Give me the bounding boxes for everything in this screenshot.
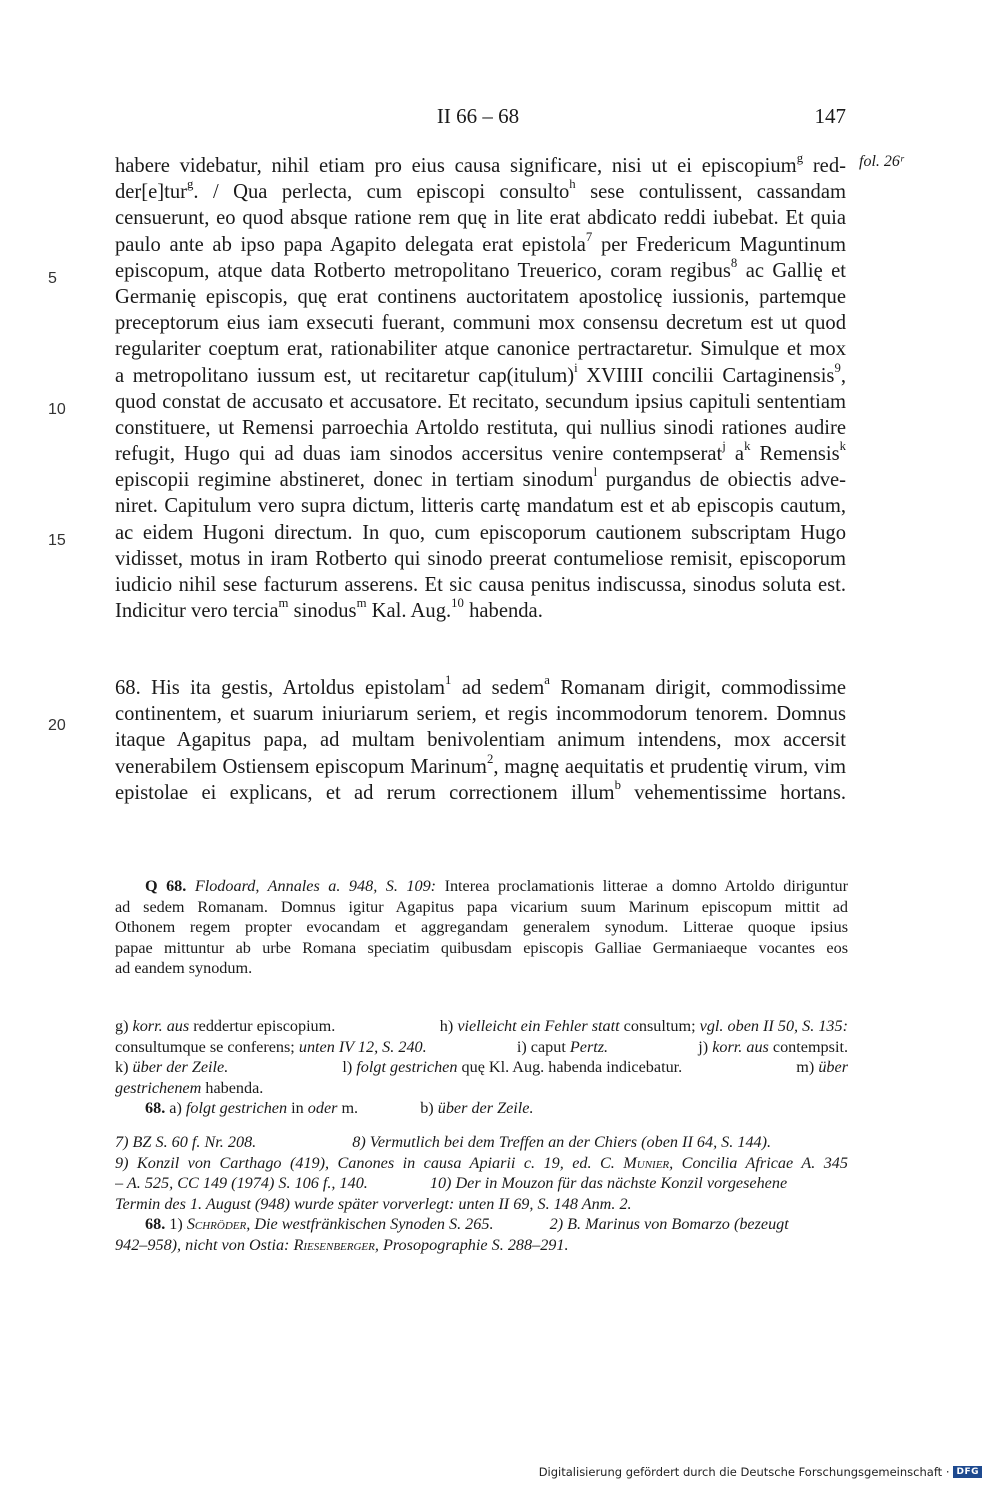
text-line: Indicitur vero tercia$^m$ sinodus$^m$ Kal. Aug.$^{10}$ habenda. bbox=[115, 598, 543, 623]
commentary-line: 942–958), nicht von Ostia: Riesenberger, Prosopographie S. 288–291. bbox=[115, 1235, 569, 1254]
commentary-line: Termin des 1. August (948) wurde später vorverlegt: unten II 69, S. 148 Anm. 2. bbox=[115, 1194, 632, 1213]
apparatus-line: k) über der Zeile. l) folgt gestrichen quę Kl. Aug. habenda indicebatur. m) über bbox=[115, 1058, 848, 1076]
apparatus-line: 68. a) folgt gestrichen in oder m. b) über der Zeile. bbox=[145, 1099, 534, 1117]
text-line: paulo ante ab ipso papa Agapito delegata erat epistola$^7$ per Fredericum Maguntinum bbox=[115, 231, 846, 256]
running-head bbox=[110, 104, 846, 134]
text-line: episcopum, atque data Rotberto metropolitano Treuerico, coram regibus$^8$ ac Gallię et bbox=[115, 257, 846, 282]
line-number-15: 15 bbox=[48, 532, 66, 549]
critical-apparatus bbox=[115, 1016, 848, 1119]
dfg-logo: DFG bbox=[953, 1466, 982, 1478]
text-line: venerabilem Ostiensem episcopum Marinum$^2$, magnę aequitatis et prudentię virum, vim bbox=[115, 753, 846, 778]
text-line: regulariter coeptum erat, rationabiliter atque canonice pertractaretur. Simulque et mox bbox=[115, 338, 846, 361]
text-line: itaque Agapitus papa, ad multam benivolentiam animum intendens, mox accersit bbox=[115, 729, 846, 752]
commentary-line: – A. 525, CC 149 (1974) S. 106 f., 140. 10) Der in Mouzon für das nächste Konzil vorgesehene bbox=[115, 1174, 788, 1192]
source-note-line: Othonem regem propter evocandam et aggregandam generalem synodum. Litterae quoque ipsius bbox=[115, 918, 848, 936]
text-line: der[e]tur$^g$. / Qua perlecta, cum episcopi consulto$^h$ sese contulissent, cassandam bbox=[115, 179, 846, 204]
text-line: ac eidem Hugoni directum. In quo, cum episcoporum cautionem subscriptam Hugo bbox=[115, 521, 846, 544]
text-line: Germanię episcopis, quę erat continens auctoritatem apostolicę iussionis, partemque bbox=[115, 285, 846, 308]
commentary-notes bbox=[115, 1132, 848, 1255]
commentary-line: 68. 1) Schröder, Die westfränkischen Synoden S. 265. 2) B. Marinus von Bomarzo (bezeugt bbox=[145, 1215, 789, 1233]
text-line: niret. Capitulum vero supra dictum, litteris cartę mandatum est et ab episcopis cautum, bbox=[115, 495, 846, 518]
folio-marker: fol. 26ʳ bbox=[859, 153, 904, 170]
apparatus-line: consultumque se conferens; unten IV 12, S. 240. i) caput Pertz. j) korr. aus contempsit. bbox=[115, 1037, 848, 1056]
text-line: censuerunt, eo quod absque ratione rem quę in lite erat abdicato reddi iubebat. Et quia bbox=[115, 207, 846, 230]
text-line: habere videbatur, nihil etiam pro eius causa significare, nisi ut ei episcopium$^g$ red- bbox=[115, 153, 846, 177]
source-note-line: papae mittuntur ab urbe Romana speciatim quibusdam episcopis Galliae Germaniaeque vocantes eos bbox=[115, 938, 848, 957]
apparatus-line: g) korr. aus reddertur episcopium. h) vielleicht ein Fehler statt consultum; vgl. oben II 50, S. 135: bbox=[115, 1017, 848, 1035]
footer-text: Digitalisierung gefördert durch die Deutsche Forschungsgemeinschaft · bbox=[538, 1465, 950, 1479]
text-line: refugit, Hugo qui ad duas iam sinodos accersitus venire contempserat$^j$ $a^k$ Remensis$^k$ bbox=[115, 441, 846, 466]
source-note-line: ad sedem Romanam. Domnus igitur Agapitus papa vicarium suum Marinum episcopum mittit ad bbox=[115, 897, 848, 916]
running-head-section: II 66 – 68 bbox=[436, 104, 520, 128]
chapter-68-text bbox=[115, 675, 846, 806]
text-line: preceptorum eius iam exsecuti fuerant, communi mox consensu decretum est ut quod bbox=[115, 312, 846, 335]
text-line: 68. His ita gestis, Artoldus epistolam$^1$ ad sedem$^a$ Romanam dirigit, commodissime bbox=[115, 675, 846, 699]
text-line: iudicio nihil sese facturum asserens. Et sic causa penitus indiscussa, sinodus soluta est. bbox=[115, 574, 846, 596]
line-number-20: 20 bbox=[48, 717, 66, 734]
source-note bbox=[115, 876, 848, 979]
source-note-line: ad eandem synodum. bbox=[115, 959, 253, 977]
page-number: 147 bbox=[814, 104, 846, 128]
text-line: vidisset, motus in iram Rotberto qui sinodo preerat contumeliose remisit, episcoporum bbox=[115, 547, 846, 570]
text-line: quod constat de accusato et accusatore. Et recitato, secundum ipsius capituli sententiam bbox=[115, 390, 846, 413]
commentary-line: 7) BZ S. 60 f. Nr. 208. 8) Vermutlich bei dem Treffen an der Chiers (oben II 64, S. 144). bbox=[115, 1133, 772, 1151]
line-number-5: 5 bbox=[48, 270, 57, 287]
main-text-block bbox=[115, 153, 846, 624]
digitization-footer bbox=[539, 1465, 982, 1479]
text-line: a metropolitano iussum est, ut recitaretur cap(itulum)$^i$ XVIIII concilii Cartaginensis$^9$, bbox=[115, 362, 846, 387]
text-line: continentem, et suarum iniuriarum seriem, et regis incommodorum tenorem. Domnus bbox=[115, 703, 846, 726]
text-line: epistolae ei explicans, et ad rerum correctionem illum$^b$ vehementissime hortans. bbox=[115, 779, 846, 804]
text-line: constituere, ut Remensi parroechia Artoldo restituta, qui nullius sinodi rationes audire bbox=[115, 416, 846, 439]
line-number-10: 10 bbox=[48, 401, 66, 418]
text-line: episcopii regimine abstineret, donec in tertiam sinodum$^l$ purgandus de obiectis adve- bbox=[115, 467, 846, 492]
apparatus-line: gestrichenem habenda. bbox=[115, 1078, 264, 1097]
commentary-line: 9) Konzil von Carthago (419), Canones in causa Apiarii c. 19, ed. C. Munier, Concilia Africae A. 345 bbox=[115, 1153, 848, 1172]
source-note-line: Q 68. Flodoard, Annales a. 948, S. 109: Interea proclamationis litterae a domno Artoldo diriguntur bbox=[145, 877, 848, 895]
